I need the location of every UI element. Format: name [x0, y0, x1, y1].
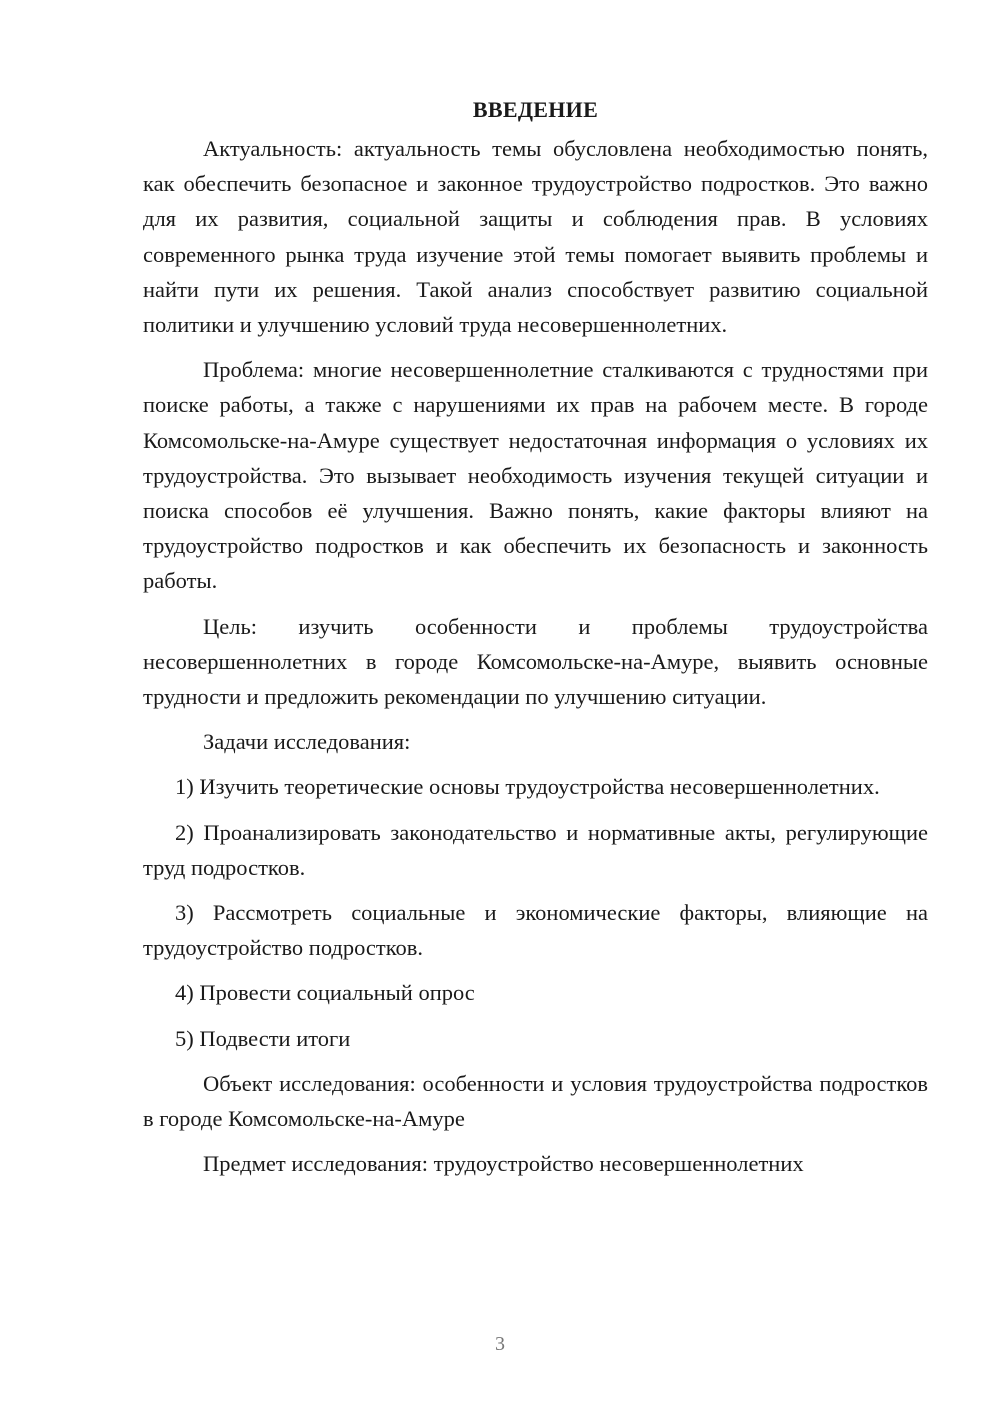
- relevance-paragraph: Актуальность: актуальность темы обусловлена необходимостью понять, как обеспечить безопасное и законное трудоустройство подростков. Это важно для их развития, социальной защиты и соблюдения прав. В условиях современного рынка труда изучение этой темы помогает выявить проблемы и найти пути их решения. Такой анализ способствует развитию социальной политики и улучшению условий труда несовершеннолетних.: [143, 136, 928, 338]
- task-item-5: 5) Подвести итоги: [175, 1025, 351, 1051]
- object-paragraph: Объект исследования: особенности и условия трудоустройства подростков в городе Комсомольске-на-Амуре: [143, 1070, 928, 1132]
- document-page: [143, 92, 928, 1181]
- subject-paragraph: Предмет исследования: трудоустройство несовершеннолетних: [203, 1151, 804, 1177]
- problem-paragraph: Проблема: многие несовершеннолетние сталкиваются с трудностями при поиске работы, а также с нарушениями их прав на рабочем месте. В городе Комсомольске-на-Амуре существует недостаточная информация о условиях их трудоустройства. Это вызывает необходимость изучения текущей ситуации и поиска способов её улучшения. Важно понять, какие факторы влияют на трудоустройство подростков и как обеспечить их безопасность и законность работы.: [143, 357, 928, 594]
- task-item-2: 2) Проанализировать законодательство и нормативные акты, регулирующие труд подростков.: [143, 819, 928, 880]
- goal-paragraph: Цель: изучить особенности и проблемы трудоустройства несовершеннолетних в городе Комсомольске-на-Амуре, выявить основные трудности и предложить рекомендации по улучшению ситуации.: [143, 613, 928, 710]
- task-item-4: 4) Провести социальный опрос: [175, 980, 475, 1006]
- task-item-1: 1) Изучить теоретические основы трудоустройства несовершеннолетних.: [175, 774, 880, 800]
- task-item-3: 3) Рассмотреть социальные и экономические факторы, влияющие на трудоустройство подростков.: [143, 900, 928, 961]
- page-title: ВВЕДЕНИЕ: [472, 97, 599, 122]
- tasks-title: Задачи исследования:: [203, 729, 411, 755]
- page-number: 3: [495, 1333, 505, 1355]
